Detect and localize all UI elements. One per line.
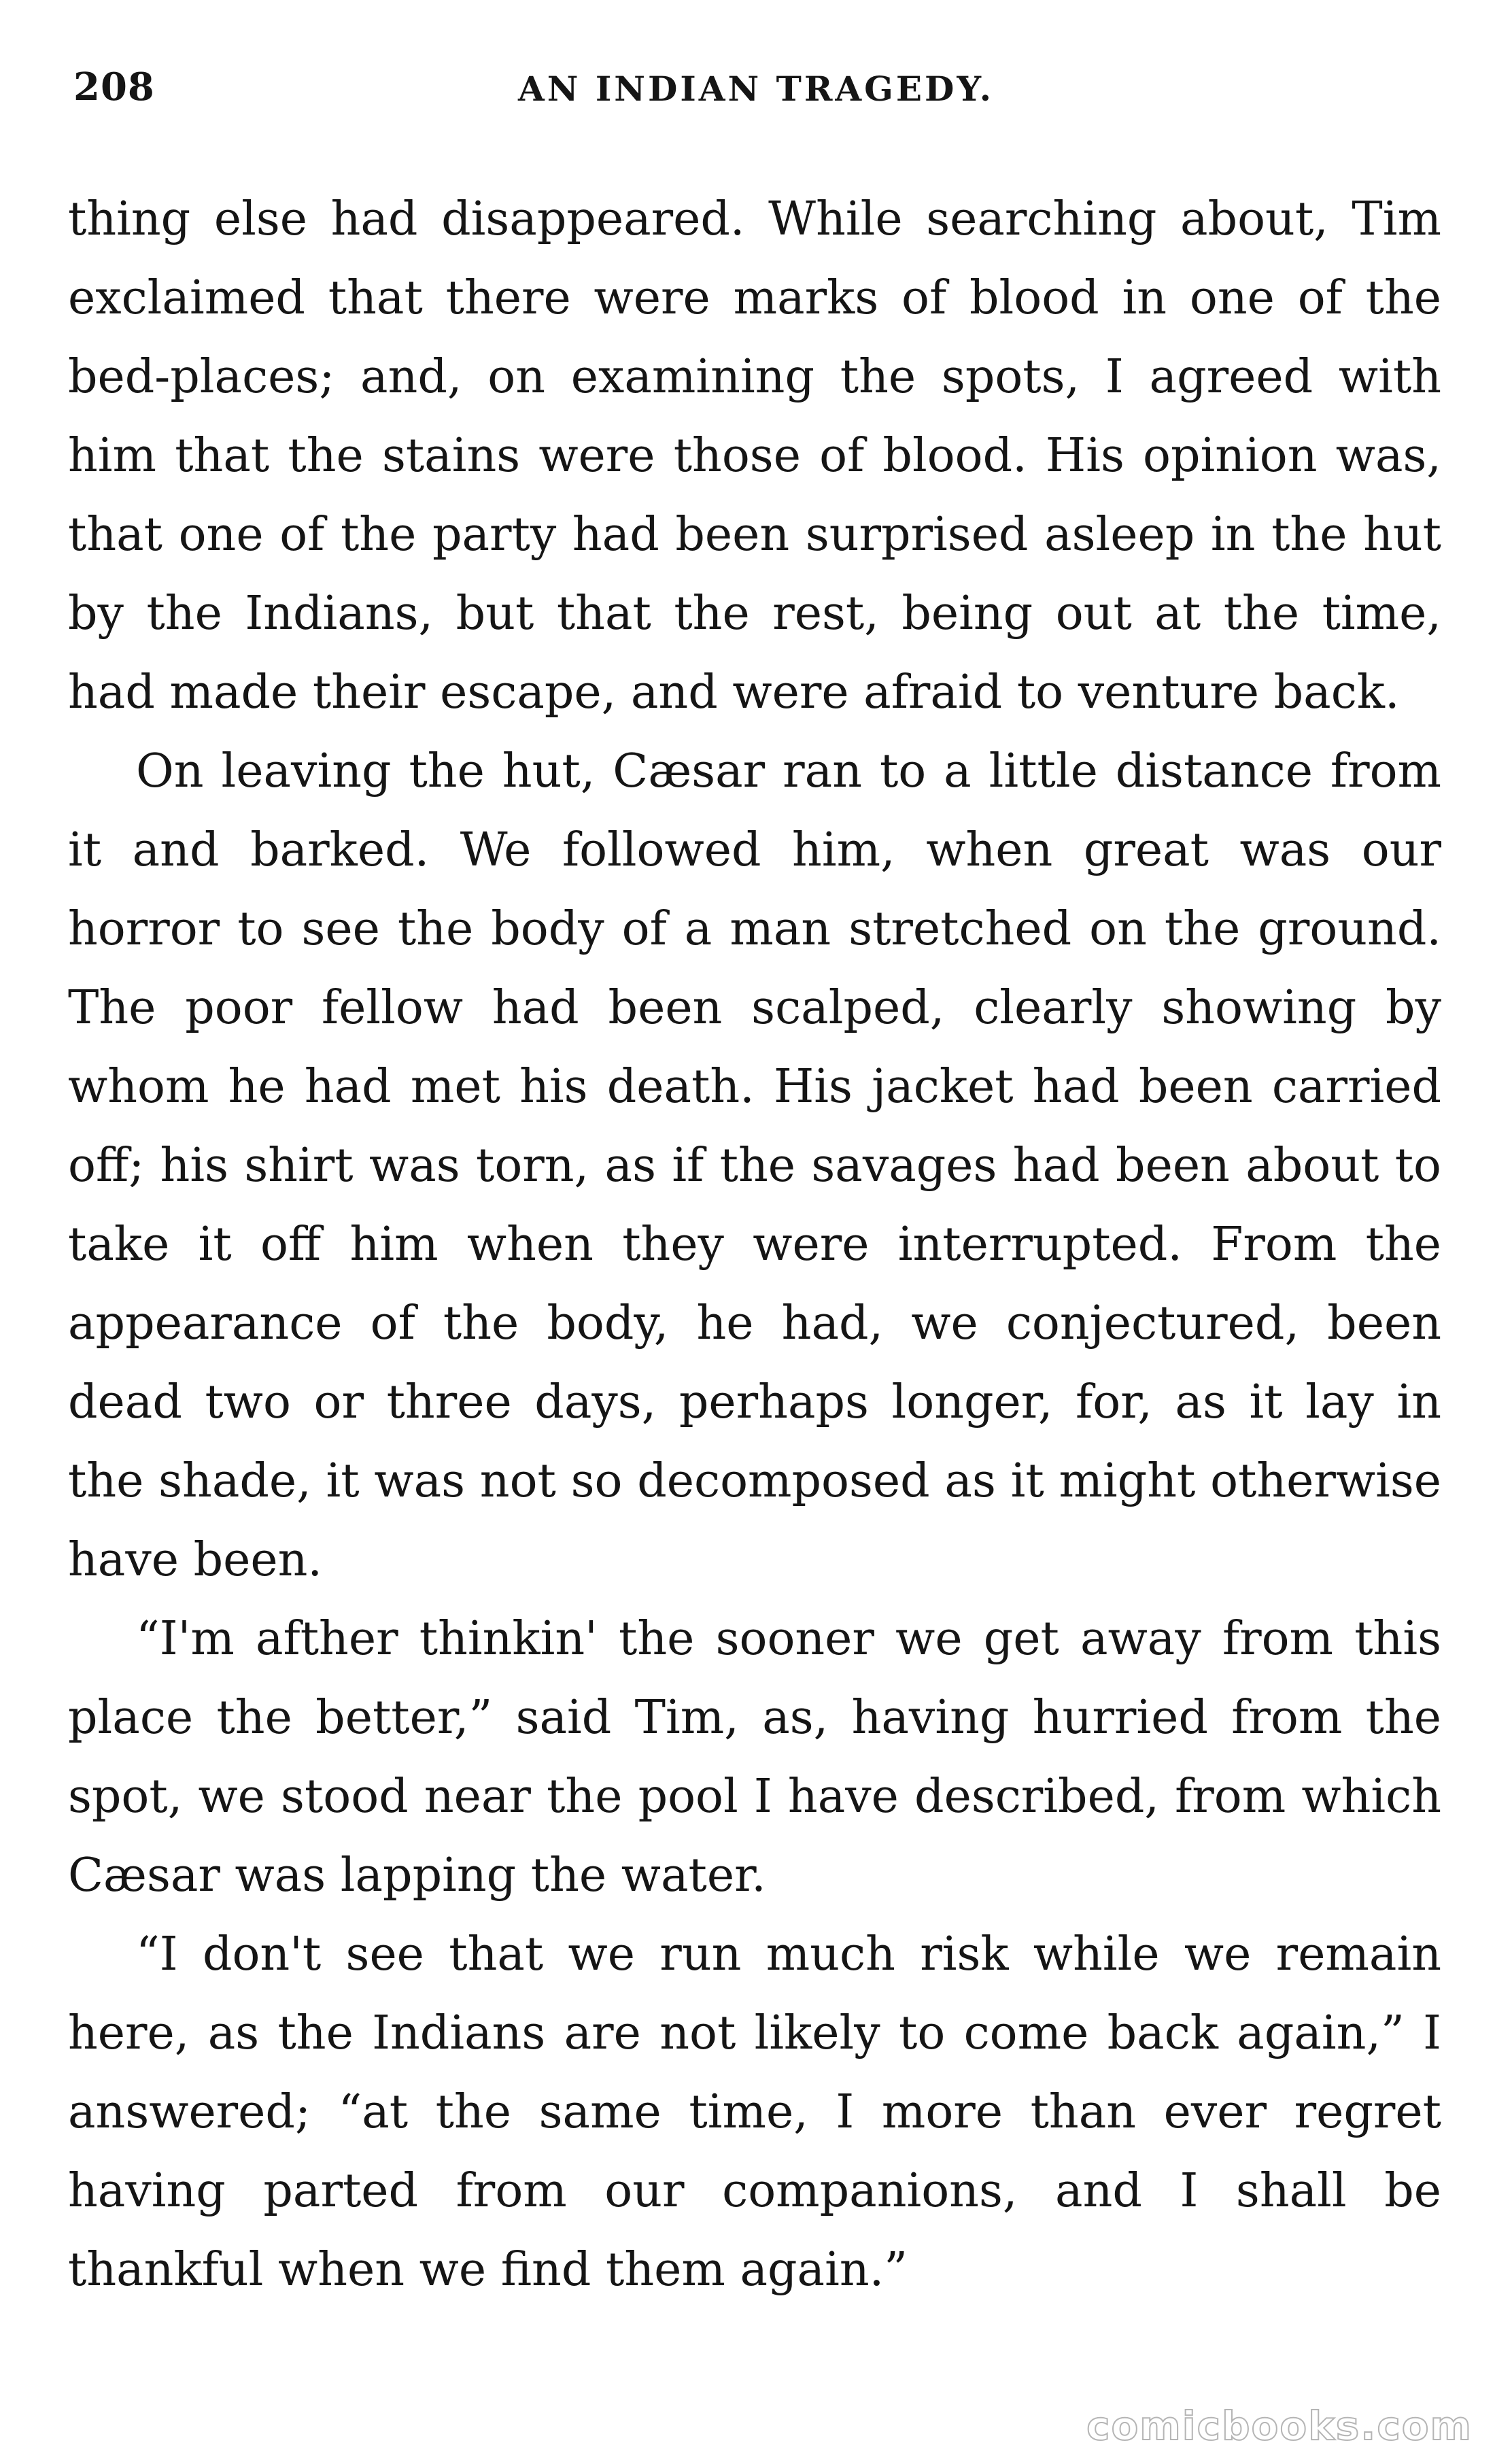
paragraph-2: On leaving the hut, Cæsar ran to a little distance from it and barked. We followed him, when great was our horror to see the body of a man stretched on the ground. The poor fellow had been scalped, clearly showing by whom he had met his death. His jacket had been carried off; his shirt was torn, as if the savages had been about to take it off him when they were interrupted. From the appearance of the body, he had, we conjectured, been dead two or three days, perhaps longer, for, as it lay in the shade, it was not so decomposed as it might otherwise have been. [68, 745, 1441, 1587]
page-number: 208 [73, 65, 155, 109]
watermark: comicbooks.com [1086, 2403, 1473, 2449]
paragraph-3: “I'm afther thinkin' the sooner we get away from this place the better,” said Tim, as, having hurried from the spot, we stood near the pool I have described, from which Cæsar was lapping the water. [68, 1612, 1441, 1902]
paragraph-1: thing else had disappeared. While searching about, Tim exclaimed that there were marks of blood in one of the bed-places; and, on examining the spots, I agreed with him that the stains were those of blood. His opinion was, that one of the party had been surprised asleep in the hut by the Indians, but that the rest, being out at the time, had made their escape, and were afraid to venture back. [68, 192, 1441, 719]
body-text [68, 180, 1441, 2310]
running-head: AN INDIAN TRAGEDY. [517, 69, 995, 109]
page-header [68, 65, 1444, 126]
paragraph-4: “I don't see that we run much risk while we remain here, as the Indians are not likely to come back again,” I answered; “at the same time, I more than ever regret having parted from our companions, and I shall be thankful when we find them again.” [68, 1928, 1441, 2297]
